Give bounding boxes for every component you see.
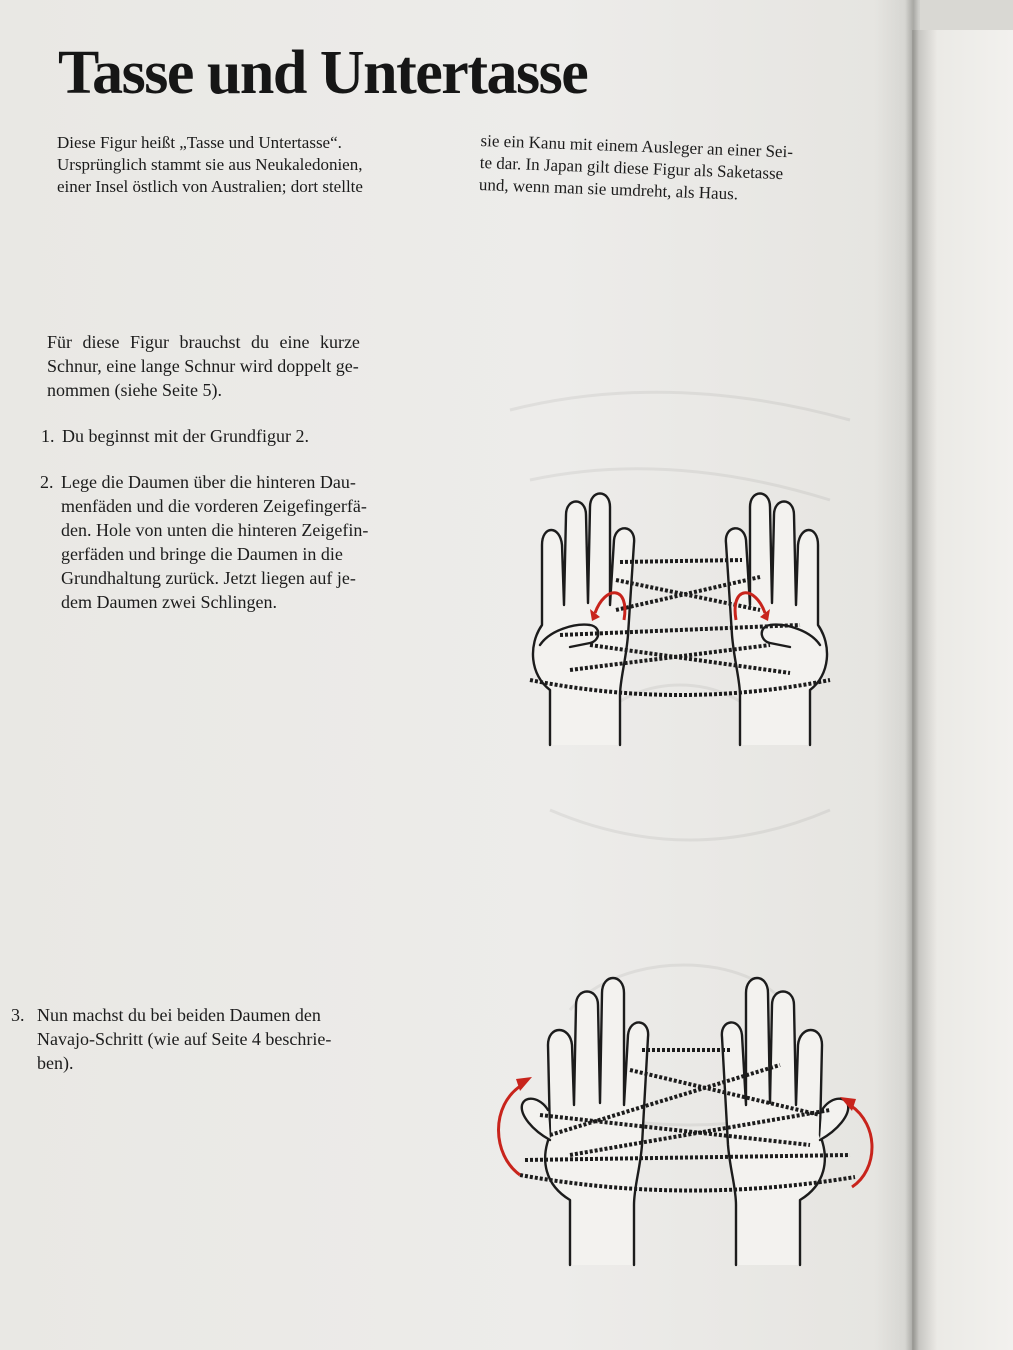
step-line: Grundhaltung zurück. Jetzt liegen auf je- bbox=[61, 568, 356, 588]
step-3 bbox=[11, 1003, 441, 1075]
string-top bbox=[620, 560, 742, 562]
right-hand-outline bbox=[726, 494, 827, 746]
step-line: ben). bbox=[37, 1053, 74, 1073]
intro-line: Ursprünglich stammt sie aus Neukaledonien, bbox=[57, 155, 363, 174]
step-line: gerfäden und bringe die Daumen in die bbox=[61, 544, 343, 564]
hands-string-figure-illustration-step3 bbox=[480, 965, 890, 1270]
step-number: 1. bbox=[41, 426, 55, 446]
step-line: den. Hole von unten die hinteren Zeigefin- bbox=[61, 520, 369, 540]
step-1 bbox=[41, 424, 309, 448]
left-thumb-outline bbox=[522, 1099, 550, 1140]
step-line: Du beginnst mit der Grundfigur 2. bbox=[62, 426, 309, 446]
hands-string-figure-illustration-step2 bbox=[520, 485, 840, 750]
materials-line: Für diese Figur brauchst du eine kurze bbox=[47, 332, 360, 352]
materials-paragraph bbox=[47, 330, 442, 402]
page-gutter bbox=[905, 0, 919, 1350]
page-title: Tasse und Untertasse bbox=[58, 39, 588, 107]
step-number: 3. bbox=[11, 1005, 25, 1025]
left-hand-outline bbox=[533, 494, 634, 746]
step-number: 2. bbox=[40, 472, 54, 492]
materials-line: nommen (siehe Seite 5). bbox=[47, 380, 222, 400]
materials-line: Schnur, eine lange Schnur wird doppelt ge- bbox=[47, 356, 359, 376]
intro-left-column bbox=[57, 132, 452, 198]
rotation-arrow-right bbox=[850, 1105, 872, 1187]
right-thumb-outline bbox=[820, 1099, 848, 1140]
step-line: Navajo-Schritt (wie auf Seite 4 beschrie- bbox=[37, 1029, 332, 1049]
step-2 bbox=[40, 470, 440, 614]
intro-line: und, wenn man sie umdreht, als Haus. bbox=[478, 174, 739, 204]
intro-line: Diese Figur heißt „Tasse und Untertasse“. bbox=[57, 133, 342, 152]
step-line: menfäden und die vorderen Zeigefingerfä- bbox=[61, 496, 367, 516]
facing-page-edge bbox=[912, 30, 1013, 1350]
step-line: dem Daumen zwei Schlingen. bbox=[61, 592, 277, 612]
intro-line: einer Insel östlich von Australien; dort stellte bbox=[57, 177, 363, 196]
step-line: Nun machst du bei beiden Daumen den bbox=[37, 1005, 321, 1025]
step-line: Lege die Daumen über die hinteren Dau- bbox=[61, 472, 356, 492]
rotation-arrow-left bbox=[499, 1085, 523, 1175]
intro-line: sie ein Kanu mit einem Ausleger an einer Sei- bbox=[480, 130, 794, 162]
intro-line: te dar. In Japan gilt diese Figur als Saketasse bbox=[479, 152, 784, 184]
